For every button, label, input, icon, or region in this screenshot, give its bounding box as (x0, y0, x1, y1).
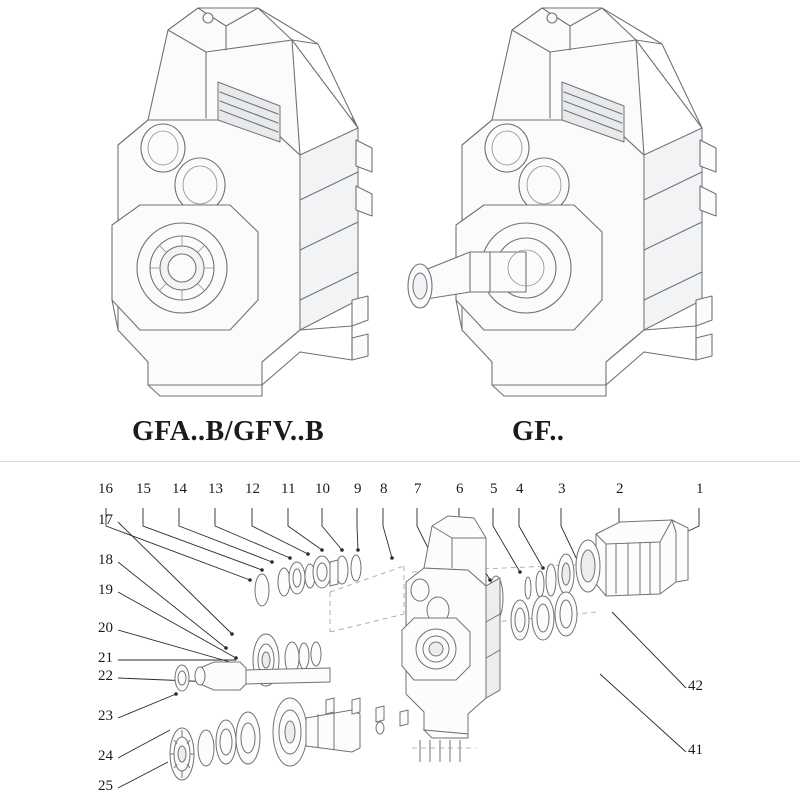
callout-14: 14 (172, 481, 187, 497)
caption-left: GFA..B/GFV..B (132, 416, 325, 447)
callout-8: 8 (380, 481, 388, 497)
callout-13: 13 (208, 481, 223, 497)
callout-16: 16 (98, 481, 113, 497)
callout-12: 12 (245, 481, 260, 497)
callout-7: 7 (414, 481, 422, 497)
gear-shaft-lower (170, 698, 360, 780)
callout-15: 15 (136, 481, 151, 497)
callout-18: 18 (98, 552, 113, 568)
small-fasteners (376, 706, 408, 734)
callout-17: 17 (98, 512, 113, 528)
callout-21: 21 (98, 650, 113, 666)
callout-3: 3 (558, 481, 566, 497)
callout-5: 5 (490, 481, 498, 497)
exploded-parts-art (0, 462, 800, 800)
callout-19: 19 (98, 582, 113, 598)
callout-11: 11 (281, 481, 296, 497)
gear-shaft-middle (175, 634, 330, 691)
housing-bolts (412, 740, 476, 762)
callout-6: 6 (456, 481, 464, 497)
housing-body (402, 516, 500, 738)
gearbox-left (112, 8, 372, 396)
callout-42: 42 (688, 678, 703, 694)
callout-23: 23 (98, 708, 113, 724)
caption-right: GF.. (512, 416, 565, 447)
callout-41: 41 (688, 742, 703, 758)
callout-24: 24 (98, 748, 113, 764)
gearbox-right (408, 8, 716, 396)
callout-9: 9 (354, 481, 362, 497)
callout-4: 4 (516, 481, 524, 497)
callout-25: 25 (98, 778, 113, 794)
callout-20: 20 (98, 620, 113, 636)
callout-2: 2 (616, 481, 624, 497)
exploded-diagram (0, 462, 800, 800)
motor-adapter-group (576, 520, 688, 596)
callout-22: 22 (98, 668, 113, 684)
leader-lines-right (600, 612, 686, 752)
callout-1: 1 (696, 481, 704, 497)
callout-10: 10 (315, 481, 330, 497)
